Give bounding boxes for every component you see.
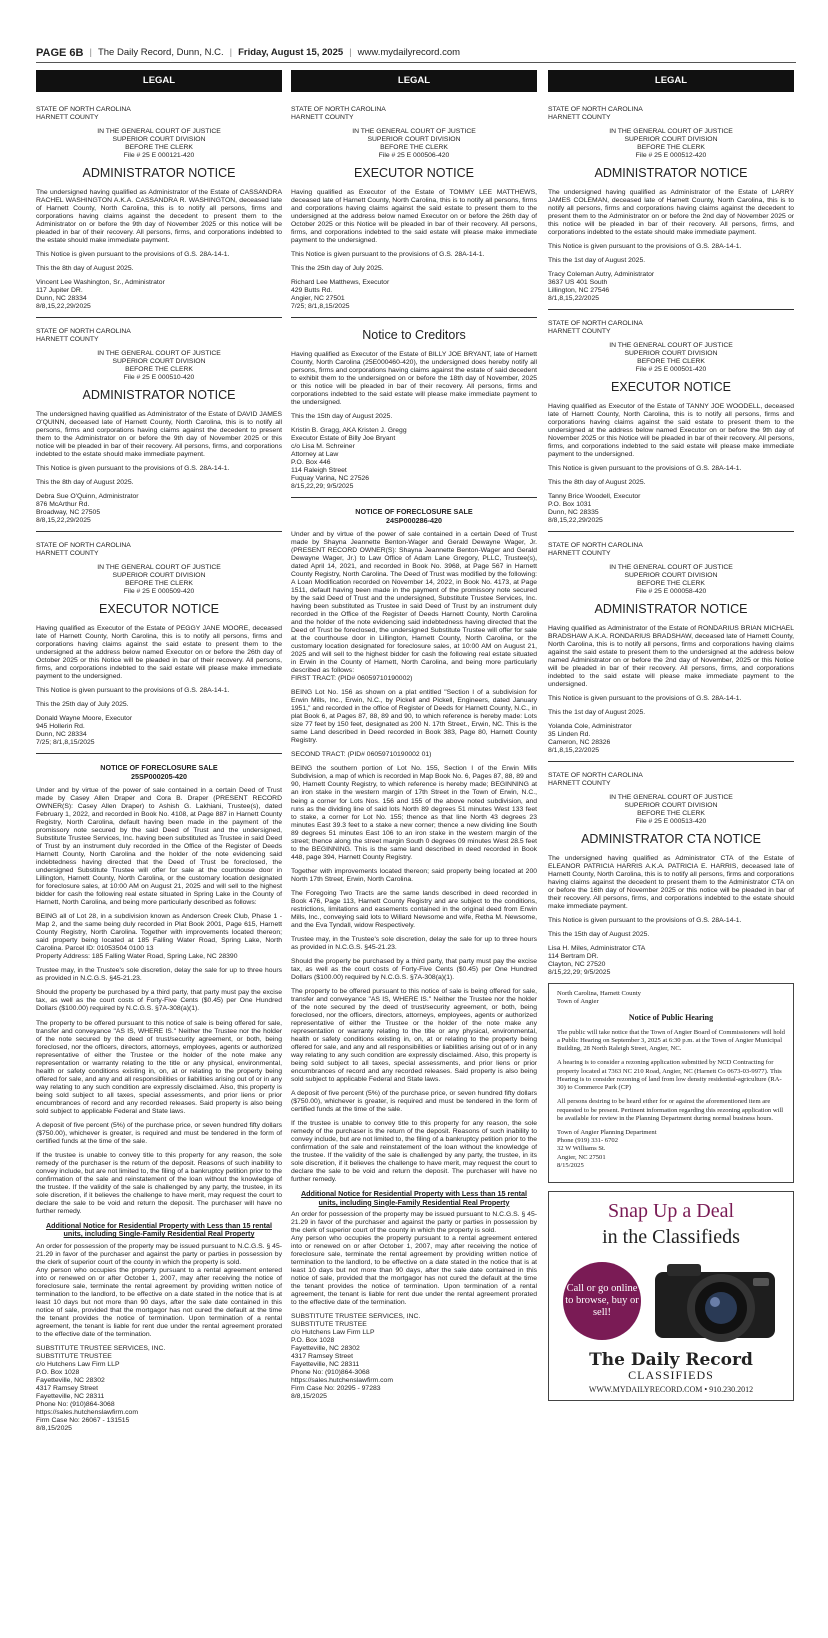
signature-block: Yolanda Cole, Administrator 35 Linden Rd. Cameron, NC 28326 8/1,8,15,22/2025 [548,723,632,755]
court-division: SUPERIOR COURT DIVISION [624,572,718,580]
state-line: STATE OF NORTH CAROLINA [548,542,643,550]
court-division: SUPERIOR COURT DIVISION [112,572,206,580]
column-1 [36,70,282,1439]
hearing-signature: Town of Angier Planning Department Phone (919) 331- 6702 32 W Williams St. Angier, NC 27501 8/15/2025 [557,1129,657,1169]
column-2 [291,70,537,1408]
hearing-title: Notice of Public Hearing [628,1012,714,1022]
divider [548,531,794,532]
foreclosure-paragraph: Trustee may, in the Trustee's sole discretion, delay the sale for up to three hours as provided in N.C.G.S. §45-21.23. [291,935,537,951]
signature-block: Donald Wayne Moore, Executor 945 Hollerin Rd. Dunn, NC 28334 7/25; 8/1,8,15/2025 [36,715,133,747]
county-line: HARNETT COUNTY [548,780,611,788]
divider [548,761,794,762]
court-line: IN THE GENERAL COURT OF JUSTICE [609,342,733,350]
county-line: HARNETT COUNTY [548,328,611,336]
signature-block: Kristin B. Gragg, AKA Kristen J. Gregg Executor Estate of Billy Joe Bryant c/o Lisa M. Schreiner Attorney at Law P.O. Box 446 114 Raleigh Street Fuquay Varina, NC 27526 8/15,22,29; 9/5/2025 [291,426,407,491]
column-3 [548,70,794,1401]
administrator-notice [36,106,282,311]
court-line: IN THE GENERAL COURT OF JUSTICE [97,350,221,358]
classifieds-label: CLASSIFIEDS [628,1368,714,1383]
separator: | [89,47,92,59]
notice-title: EXECUTOR NOTICE [354,166,474,181]
file-number: File # 25 E 000512-420 [635,152,707,160]
court-division: SUPERIOR COURT DIVISION [624,350,718,358]
ad-headline: Snap Up a Deal [607,1200,735,1223]
date-line: This the 8th day of August 2025. [548,479,646,486]
foreclosure-heading: NOTICE OF FORECLOSURE SALE [100,763,218,773]
legal-banner: LEGAL [291,70,537,92]
foreclosure-paragraph: The property to be offered pursuant to this notice of sale is being offered for sale, transfer and conveyance "AS IS, WHERE IS." Neither the Trustee nor the holder of the note secured by the deed of trust/security agreement, or both, being foreclosed, nor the officers, directors, attorneys, employees, agents or authorized representative of either the Trustee or the holder of the note make any representation or warranty relating to the title or any physical, environmental, health or safety conditions existing in, on, at or relating to the property being offered for sale, and any and all responsibilities or liabilities arising out of or in any way relating to any such condition are expressly disclaimed. Also, this property is being sold subject to all taxes, special assessments, and prior liens or prior encumbrances of record and any recorded releases. Said property is also being sold subject to applicable Federal and State laws. [36,1019,282,1115]
statute-line: This Notice is given pursuant to the provisions of G.S. 28A-14-1. [291,250,485,258]
foreclosure-paragraph: Under and by virtue of the power of sale contained in a certain Deed of Trust made by Casey Allen Draper and Cora B. Draper (PRESENT RECORD OWNER(S): Casey Allen Draper) to Ashish G. Lakhiani, Trustee(s), dated February 1, 2022, and recorded in Book No. 4108, at Page 887 in Harnett County Registry, North Carolina, default having been made in the payment of the promissory note secured by the said Deed of Trust and the undersigned, Substitute Trustee Services, Inc. having been substituted as Trustee in said Deed of Trust by an instrument duly recorded in the Office of the Register of Deeds Harnett County, North Carolina and the holder of the note evidencing said indebtedness having directed that the Deed of Trust be foreclosed, the undersigned Substitute Trustee will offer for sale at the courthouse door in Lillington, Harnett County, North Carolina, or the customary location designated for foreclosure sales, at 10:00 AM on August 21, 2025 and will sell to the highest bidder for cash the following real estate situated in Spring Lake in the County of Harnett, North Carolina, and being more particularly described as follows: [36,787,282,907]
public-hearing-notice [548,983,794,1183]
date-line: This the 15th day of August 2025. [291,412,393,420]
date-line: This the 8th day of August 2025. [36,479,134,486]
court-clerk: BEFORE THE CLERK [380,144,448,152]
contact-line[interactable]: WWW.MYDAILYRECORD.COM • 910.230.2012 [588,1385,754,1395]
notice-title: ADMINISTRATOR NOTICE [594,166,748,181]
foreclosure-paragraph: Should the property be purchased by a third party, that party must pay the excise tax, as well as the court costs of Forty-Five Cents ($0.45) per One Hundred Dollars ($100.00) required by N.C.G.S. §7A-308(a)(1). [291,957,537,981]
foreclosure-paragraph: Trustee may, in the Trustee's sole discretion, delay the sale for up to three hours as provided in N.C.G.S. §45-21.23. [36,967,282,983]
foreclosure-paragraph: BEING Lot No. 156 as shown on a plat entitled "Section I of a subdivision for Erwin Mills, Inc., Erwin, N.C., by Pickell and Pickell, Engineers, dated January 1951," and recorded in the office of Register of Deeds for Harnett County, N.C., in plat Book 6, at Pages 87, 88, 89 and 90, to which reference is hereby made: Lots size 77 feet by 150 feet, designated as 200 N. 17th Street., Erwin, NC. This is the same Land described in Deed recorded in Book 383, Page 80, Harnett County Registry. [291,689,537,745]
foreclosure-paragraph: An order for possession of the property may be issued pursuant to N.C.G.S. § 45-21.29 in favor of the purchaser and against the party or parties in possession by the clerk of superior court of the county in which the property is sold. Any person who occupies the property pursuant to a rental agreement entered into or renewed on or after October 1, 2007, may after receiving the notice of foreclosure sale, terminate the rental agreement by providing written notice of termination to the landlord, to be effective on a date stated in the notice that is at least 10 days but not more than 90 days, after the sale date contained in this notice of sale, provided that the mortgagor has not cured the default at the time the tenant provides the notice of termination. Upon termination of a rental agreement, the tenant is liable for rent due under the rental agreement prorated to the effective date of the termination. [291,1211,537,1307]
statute-line: This Notice is given pursuant to the provisions of G.S. 28A-14-1. [548,917,742,925]
court-line: IN THE GENERAL COURT OF JUSTICE [97,564,221,572]
statute-line: This Notice is given pursuant to the provisions of G.S. 28A-14-1. [548,464,742,472]
foreclosure-paragraph: Should the property be purchased by a third party, that party must pay the excise tax, as well as the court costs of Forty-Five Cents ($0.45) per One Hundred Dollars ($100.00) required by N.C.G.S. §7A-308(a)(1). [36,989,282,1013]
foreclosure-paragraph: A deposit of five percent (5%) of the purchase price, or seven hundred fifty dollars ($750.00), whichever is greater, is required and must be tendered in the form of certified funds at the time of the sale. [36,1121,282,1145]
executor-notice [291,106,537,311]
notice-body: The undersigned having qualified as Administrator CTA of the Estate of ELEANOR PATRICIA HARRIS A.K.A. PATRICIA E. HARRIS, deceased late of Harnett County, North Carolina, this is to notify all persons, firms and corporations having claims against the decedent to present them to the Administrator CTA on or before the 16th day of November 2025 or this notice will be pleaded in bar of their recovery. All persons, firms, and corporations indebted to the estate should make immediate payment. [548,854,794,911]
foreclosure-notice [291,508,537,1401]
court-division: SUPERIOR COURT DIVISION [624,802,718,810]
legal-banner: LEGAL [548,70,794,92]
issue-date: Friday, August 15, 2025 [238,47,344,59]
statute-line: This Notice is given pursuant to the provisions of G.S. 28A-14-1. [548,695,742,703]
divider [291,497,537,498]
page-header [36,46,796,60]
ad-subheadline: in the Classifieds [602,1225,740,1248]
case-number: 25SP000205-420 [131,771,187,781]
statute-line: This Notice is given pursuant to the provisions of G.S. 28A-14-1. [548,242,742,250]
foreclosure-paragraph: SECOND TRACT: (PID# 06059710190002 01) [291,751,432,759]
administrator-notice [548,106,794,303]
additional-notice-heading: Additional Notice for Residential Property with Less than 15 rental units, including Single-Family Residential Real Property [45,1220,273,1239]
call-to-action-text: Call or go online to browse, buy or sell! [565,1283,639,1319]
file-number: File # 25 E 000121-420 [123,152,195,160]
court-line: IN THE GENERAL COURT OF JUSTICE [609,564,733,572]
court-division: SUPERIOR COURT DIVISION [112,136,206,144]
file-number: File # 25 E 000058-420 [635,588,707,596]
signature-block: Vincent Lee Washington, Sr., Administrator 117 Jupiter DR. Dunn, NC 28334 8/8,15,22,29/2025 [36,278,165,311]
jurisdiction-line: North Carolina, Harnett County [557,990,641,998]
divider [548,309,794,310]
state-line: STATE OF NORTH CAROLINA [548,320,643,328]
court-clerk: BEFORE THE CLERK [637,810,705,818]
foreclosure-paragraph: A deposit of five percent (5%) of the purchase price, or seven hundred fifty dollars ($750.00), whichever is greater, is required and must be tendered in the form of certified funds at the time of the sale. [291,1090,537,1114]
statute-line: This Notice is given pursuant to the provisions of G.S. 28A-14-1. [36,250,230,258]
creditors-notice [291,328,537,491]
county-line: HARNETT COUNTY [36,336,99,344]
court-clerk: BEFORE THE CLERK [125,580,193,588]
trustee-signature: SUBSTITUTE TRUSTEE SERVICES, INC. SUBSTITUTE TRUSTEE c/o Hutchens Law Firm LLP P.O. Box 1028 Fayetteville, NC 28302 4317 Ramsey Street Fayetteville, NC 28311 Phone No: (910)864-3068 https://sales.hutchenslawfirm.com Firm Case No: 20295 - 97283 8/8,15/2025 [291,1313,421,1401]
foreclosure-paragraph: The Foregoing Two Tracts are the same lands described in deed recorded in Book 476, Page 113, Harnett County Registry and are subject to the conditions, restrictions, limitations and easements contained in the original deed from Erwin Mills, Inc., conveying said lots to Willard Newsome and wife, Retha M. Newsome, and the Eva Tyndall, widow Respectively. [291,889,537,929]
separator: | [349,47,352,59]
divider [36,753,282,754]
foreclosure-title [36,764,282,781]
notice-title: EXECUTOR NOTICE [611,380,731,395]
file-number: File # 25 E 000513-420 [635,818,707,826]
trustee-signature: SUBSTITUTE TRUSTEE SERVICES, INC. SUBSTITUTE TRUSTEE c/o Hutchens Law Firm LLP P.O. Box 1028 Fayetteville, NC 28302 4317 Ramsey Street Fayetteville, NC 28311 Phone No: (910)864-3068 https://sales.hutchenslawfirm.com Firm Case No: 26067 - 131515 8/8,15/2025 [36,1345,166,1433]
additional-notice-heading: Additional Notice for Residential Property with Less than 15 rental units, including Single-Family Residential Real Property [300,1189,528,1207]
foreclosure-paragraph: BEING the southern portion of Lot No. 155, Section I of the Erwin Mills Subdivision, a map of which is recorded in Map Book No. 6, Pages 87, 88, 89 and 90, Harnett County Registry, to which reference is hereby made; BEGINNING at an iron stake in the western margin of 17th Street in the Town of Erwin, N.C., being a corner for Lots Nos. 156 and 155 of the above noted subdivision, and runs as the dividing line of said lots North 89 degrees 51 minutes West 133 feet to stake, a corner for Lot No. 155; thence as that line North 43 degrees 23 minutes East 39.3 feet to a stake a new corner; thence a new dividing line South 89 degrees 51 minutes East 106 to an iron stake in the western margin of the street; thence along the street margin South 0 degrees 09 minutes West 28.5 feet to the BEGINNING. This is the same land described in deed recorded in Book 448, page 394, Harnett County Registry. [291,765,537,861]
state-line: STATE OF NORTH CAROLINA [36,106,131,113]
file-number: File # 25 E 000510-420 [123,374,195,382]
camera-icon [645,1258,794,1348]
signature-block: Tracy Coleman Autry, Administrator 3637 US 401 South Lillington, NC 27546 8/1,8,15,22/2025 [548,270,655,303]
notice-body: The undersigned having qualified as Administrator of the Estate of DAVID JAMES O'QUINN, deceased late of Harnett County, North Carolina, this is to notify all persons, firms and corporations having claims against the decedent to present them to the Administrator on or before the 9th day of November 2025 or this notice will be pleaded in bar of their recovery. All persons, firms, and corporations indebted to the estate should make immediate payment. [36,410,282,458]
foreclosure-title [291,508,537,525]
foreclosure-paragraph: If the trustee is unable to convey title to this property for any reason, the sole remedy of the purchaser is the return of the deposit. Reasons of such inability to convey include, but are not limited to, the filing of a bankruptcy petition prior to the confirmation of the sale and reinstatement of the loan without the knowledge of the trustee. If the validity of the sale is challenged by any party, the trustee, in its sole discretion, if it believes the challenge to have merit, may request the court to declare the sale to be void and return the deposit. The purchaser will have no further remedy. [36,1151,282,1215]
call-to-action-circle [563,1262,641,1340]
notice-body: Having qualified as Administrator of the Estate of RONDARIUS BRIAN MICHAEL BRADSHAW A.K.A. RONDARIUS BRADSHAW, deceased late of Harnett County, North Carolina, this is to notify all persons, firms and corporations having claims against the said estate to present them to the undersigned at the address below named Administrator on or before the 2nd day of November, 2025 or this Notice will be pleaded in bar of their recovery. All persons, firms, and corporations indebted to the said estate will please make immediate payment to the undersigned. [548,624,794,689]
signature-block: Tanny Brice Woodell, Executor P.O. Box 1031 Dunn, NC 28335 8/8,15,22,29/2025 [548,493,641,525]
file-number: File # 25 E 000509-420 [123,588,195,596]
court-line: IN THE GENERAL COURT OF JUSTICE [97,128,221,136]
town-line: Town of Angier [557,998,599,1006]
divider [36,317,282,318]
foreclosure-heading: NOTICE OF FORECLOSURE SALE [355,507,473,517]
statute-line: This Notice is given pursuant to the provisions of G.S. 28A-14-1. [36,687,230,695]
notice-title: ADMINISTRATOR CTA NOTICE [581,832,761,847]
administrator-notice [548,542,794,755]
court-line: IN THE GENERAL COURT OF JUSTICE [609,794,733,802]
date-line: This the 8th day of August 2025. [36,264,134,272]
court-clerk: BEFORE THE CLERK [637,358,705,366]
property-description: BEING all of Lot 28, in a subdivision known as Anderson Creek Club, Phase 1 - Map 2, and the same being duly recorded in Plat Book 2001, Page 615, Harnett County Registry, North Carolina. Together with improvements located thereon; said property being located at 185 Falling Water Road, Spring Lake, North Carolina. Parcel ID: 01053504 0100 13 Property Address: 185 Falling Water Road, Spring Lake, NC 28390 [36,913,282,961]
notice-title: ADMINISTRATOR NOTICE [594,602,748,617]
newspaper-logo: The Daily Record [589,1350,753,1371]
foreclosure-paragraph: Together with improvements located thereon; said property being located at 200 North 17th Street, Erwin, North Carolina. [291,867,537,883]
paper-name: The Daily Record, Dunn, N.C. [97,47,224,59]
foreclosure-paragraph: An order for possession of the property may be issued pursuant to N.C.G.S. § 45-21.29 in favor of the purchaser and against the party or parties in possession by the clerk of superior court of the county in which the property is sold. Any person who occupies the property pursuant to a rental agreement entered into or renewed on or after October 1, 2007, may after receiving the notice of foreclosure sale, terminate the rental agreement by providing written notice of termination to the landlord, to be effective on a date stated in the notice that is at least 10 days but not more than 90 days, after the sale date contained in this notice of sale, provided that the mortgagor has not cured the default at the time the tenant provides the notice of termination. Upon termination of a rental agreement, the tenant is liable for rent due under the rental agreement prorated to the effective date of the termination. [36,1242,282,1338]
page-number: PAGE 6B [36,46,84,59]
court-division: SUPERIOR COURT DIVISION [624,136,718,144]
state-line: STATE OF NORTH CAROLINA [36,542,131,550]
court-division: SUPERIOR COURT DIVISION [367,136,461,144]
legal-banner: LEGAL [36,70,282,92]
state-line: STATE OF NORTH CAROLINA [36,328,131,336]
notice-body: Having qualified as Executor of the Estate of TOMMY LEE MATTHEWS, deceased late of Harnett County, North Carolina, this is to notify all persons, firms and corporations having claims against the said estate to present them to the undersigned at the address below named Executor on or before the 26th day of October 2025 or this Notice will be pleaded in bar of their recovery. All persons, firms, and corporations indebted to the said estate will please make immediate payment to the undersigned. [291,188,537,244]
date-line: This the 25th day of July 2025. [291,264,384,272]
county-line: HARNETT COUNTY [291,114,354,122]
county-line: HARNETT COUNTY [548,114,611,122]
court-clerk: BEFORE THE CLERK [637,144,705,152]
signature-block: Richard Lee Matthews, Executor 429 Butts Rd. Angier, NC 27501 7/25; 8/1,8,15/2025 [291,278,390,311]
notice-body: Having qualified as Executor of the Estate of BILLY JOE BRYANT, late of Harnett County, North Carolina (25E000460-420), the undersigned does hereby notify all persons, firms and corporations having claims against the estate of said decedent to exhibit them to the undersigned on or before the 18th day of November, 2025 or this notice will be pleaded in bar of their recovery. All persons, firms and corporations indebted to the said estate will please make immediate payment to the undersigned. [291,350,537,406]
site-link[interactable]: www.mydailyrecord.com [357,47,461,59]
court-division: SUPERIOR COURT DIVISION [112,358,206,366]
classifieds-ad[interactable] [548,1191,794,1401]
notice-body: The undersigned having qualified as Administrator of the Estate of LARRY JAMES COLEMAN, deceased late of Harnett County, North Carolina, this is to notify all persons, firms and corporations having claims against the decedent to present them to the Administrator on or before the 2nd day of November 2025 or this notice will be pleaded in bar of their recovery. All persons, firms, and corporations indebted to the estate should make immediate payment. [548,188,794,236]
notice-body: Having qualified as Executor of the Estate of PEGGY JANE MOORE, deceased late of Harnett County, North Carolina, this is to notify all persons, firms and corporations having claims against the said estate to present them to the undersigned at the address below named Executor on or before the 26th day of October 2025 or this Notice will be pleaded in bar of their recovery. All persons, firms, and corporations indebted to the said estate will please make immediate payment to the undersigned. [36,624,282,681]
file-number: File # 25 E 000506-420 [378,152,450,160]
notice-body: Having qualified as Executor of the Estate of TANNY JOE WOODELL, deceased late of Harnett County, North Carolina, this is to notify all persons, firms and corporations having claims against the said estate to present them to the undersigned at the address below named Executor on or before the 9th day of November 2025 or this Notice will be pleaded in bar of their recovery. All persons, firms, and corporations indebted to the said estate will please make immediate payment to the undersigned. [548,402,794,458]
notice-title: ADMINISTRATOR NOTICE [82,388,236,403]
header-rule [36,62,796,63]
case-number: 24SP000286-420 [386,515,442,525]
court-line: IN THE GENERAL COURT OF JUSTICE [352,128,476,136]
administrator-cta-notice [548,772,794,977]
county-line: HARNETT COUNTY [36,550,99,558]
county-line: HARNETT COUNTY [548,550,611,558]
executor-notice [548,320,794,525]
state-line: STATE OF NORTH CAROLINA [291,106,386,113]
separator: | [229,47,233,59]
statute-line: This Notice is given pursuant to the provisions of G.S. 28A-14-1. [36,464,230,472]
state-line: STATE OF NORTH CAROLINA [548,106,643,113]
executor-notice [36,542,282,747]
signature-block: Debra Sue O'Quinn, Administrator 876 McArthur Rd. Broadway, NC 27505 8/8,15,22,29/2025 [36,493,139,525]
court-clerk: BEFORE THE CLERK [125,144,193,152]
divider [291,317,537,318]
notice-body: The undersigned having qualified as Administrator of the Estate of CASSANDRA RACHEL WASHINGTON A.K.A. CASSANDRA R. WASHINGTON, deceased late of Harnett County, North Carolina, this is to notify all persons, firms and corporations having claims against the decedent to present them to the Administrator on or before the 9th day of November 2025 or this notice will be pleaded in bar of their recovery. All persons, firms, and corporations indebted to the estate should make immediate payment. [36,188,282,244]
foreclosure-paragraph: The property to be offered pursuant to this notice of sale is being offered for sale, transfer and conveyance "AS IS, WHERE IS." Neither the Trustee nor the holder of the note secured by the deed of trust/security agreement, or both, being foreclosed, nor the officers, directors, attorneys, employees, agents or authorized representative of either the Trustee or the holder of the note make any representation or warranty relating to the title or any physical, environmental, health or safety conditions existing in, on, at or relating to the property being offered for sale, and any and all responsibilities or liabilities arising out of or in any way relating to any such condition are expressly disclaimed. Also, this property is being sold subject to all taxes, special assessments, and prior liens or prior encumbrances of record and any recorded releases. Said property is also being sold subject to applicable Federal and State laws. [291,987,537,1083]
divider [36,531,282,532]
hearing-paragraph: All persons desiring to be heard either for or against the aforementioned item are requested to be present. Pertinent information regarding this rezoning application will be available for review in the Planning Department during normal business hours. [557,1098,784,1122]
court-line: IN THE GENERAL COURT OF JUSTICE [609,128,733,136]
signature-block: Lisa H. Miles, Administrator CTA 114 Bertram DR. Clayton, NC 27520 8/15,22,29; 9/5/2025 [548,945,646,977]
foreclosure-notice [36,764,282,1433]
foreclosure-paragraph: Under and by virtue of the power of sale contained in a certain Deed of Trust made by Shayna Jeannette Benton-Wager and Gerald Dewayne Wager, Jr. (PRESENT RECORD OWNER(S): Shayna Jeannette Benton-Wager and Gerald Dewayne Wager, Jr.) to Law Office of Adam Lane Gregory, PLLC, Trustee(s), dated April 14, 2021, and recorded in Book No. 3968, at Page 567 in Harnett County Registry, North Carolina. The Deed of Trust was modified by the following: A Loan Modification recorded on November 14, 2022, in Book No. 4173, at Page 1511, default having been made in the payment of the promissory note secured by the said Deed of Trust and the undersigned, Substitute Trustee Services, Inc. having been substituted as Trustee in said Deed of Trust by an instrument duly recorded in the Office of the Register of Deeds Harnett County, North Carolina and the holder of the note evidencing said indebtedness having directed that the Deed of Trust be foreclosed, the undersigned Substitute Trustee will offer for sale at the courthouse door in Lillington, Harnett County, North Carolina, or the customary location designated for foreclosure sales, at 10:00 AM on August 21, 2025 and will sell to the highest bidder for cash the following real estate situated in Erwin in the County of Harnett, North Carolina, and being more particularly described as follows: FIRST TRACT: (PID# 06059710190002) [291,531,537,683]
state-line: STATE OF NORTH CAROLINA [548,772,643,780]
notice-title: ADMINISTRATOR NOTICE [82,166,236,181]
notice-title: EXECUTOR NOTICE [99,602,219,617]
administrator-notice [36,328,282,525]
court-clerk: BEFORE THE CLERK [637,580,705,588]
date-line: This the 1st day of August 2025. [548,709,646,717]
court-clerk: BEFORE THE CLERK [125,366,193,374]
date-line: This the 15th day of August 2025. [548,931,650,939]
hearing-paragraph: The public will take notice that the Town of Angier Board of Commissioners will hold a Public Hearing on September 3, 2025 at 6:30 p.m. at the Town of Angier Municipal Building, 28 North Raleigh Street, Angier, NC. [557,1028,785,1053]
hearing-paragraph: A hearing is to consider a rezoning application submitted by NCD Contracting for property located at 7363 NC 210 Road, Angier, NC (Harnett Co 0673-03-9977). This Hearing is to consider rezoning of land from low density residential-agriculture (RA-30) to Commerce Park (CP) [557,1059,782,1092]
date-line: This the 1st day of August 2025. [548,256,646,264]
notice-title: Notice to Creditors [362,328,466,343]
date-line: This the 25th day of July 2025. [36,701,129,709]
foreclosure-paragraph: If the trustee is unable to convey title to this property for any reason, the sole remedy of the purchaser is the return of the deposit. Reasons of such inability to convey include, but are not limited to, the filing of a bankruptcy petition prior to the confirmation of the sale and reinstatement of the loan without the knowledge of the trustee. If the validity of the sale is challenged by any party, the trustee, in its sole discretion, if it believes the challenge to have merit, may request the court to declare the sale to be void and return the deposit. The purchaser will have no further remedy. [291,1120,537,1184]
county-line: HARNETT COUNTY [36,114,99,122]
file-number: File # 25 E 000501-420 [635,366,707,374]
